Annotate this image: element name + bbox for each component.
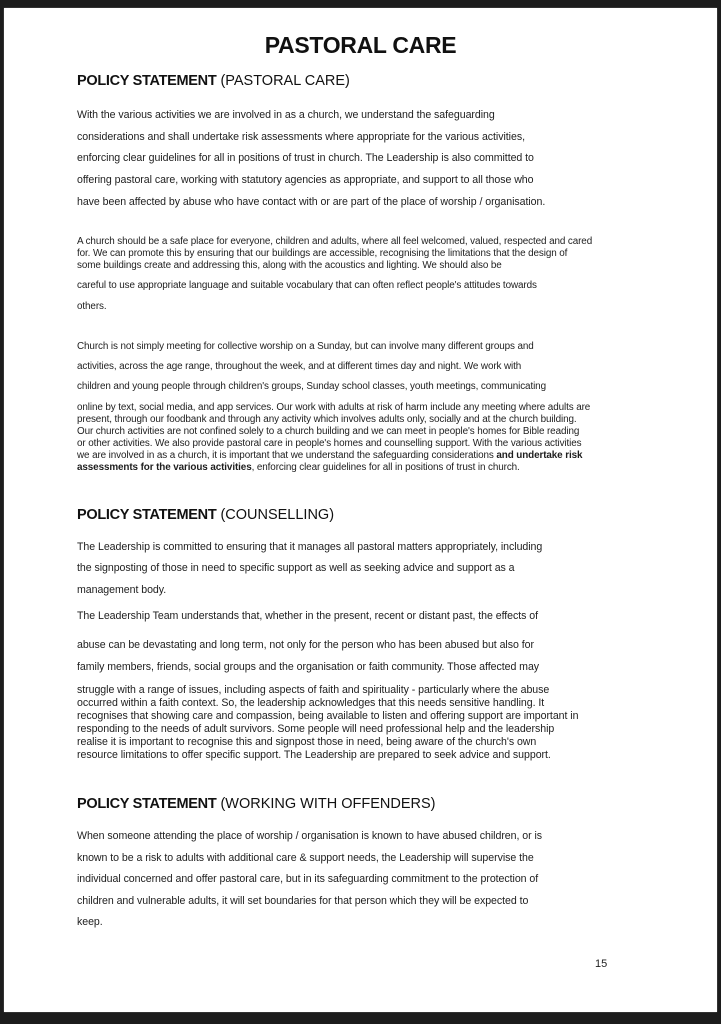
mixed-line: we are involved in as a church, it is important that we understand the safeguarding considerations and undertake risk xyxy=(77,450,583,461)
page-title: PASTORAL CARE xyxy=(264,32,457,58)
section-heading-counselling: POLICY STATEMENT (COUNSELLING) xyxy=(77,507,335,523)
section-heading-working-with-offenders: POLICY STATEMENT (WORKING WITH OFFENDERS) xyxy=(77,796,436,812)
document-page: PASTORAL CARE POLICY STATEMENT (PASTORAL CARE) With the various activities we are involved in as a church, we understand the safeguarding considerations and shall undertake risk assessments where appropriate for the various activities, enforcing clear guidelines for all in positions of trust in church. The Leadership is also committed to offering pastoral care, working with statutory agencies as appropriate, and support to all those who have been affected by abuse who have contact with or are part of the place of worship / organisation. A church should be a safe place for everyone, children and adults, where all feel welcomed, valued, respected and cared for. We can promote this by ensuring that our buildings are accessible, recognising the limitations that the design of some buildings create and addressing this, along with the acoustics and lighting. We should also be careful to use appropriate language and suitable vocabulary that can often reflect people's attitudes towards others. Church is not simply meeting for collective worship on a Sunday, but can involve many different groups and activities, across the age range, throughout the week, and at different times day and night. We work with children and young people through children's groups, Sunday school classes, youth meetings, communicating online by text, social media, and app services. Our work with adults at risk of harm include any meeting where adults are present, through our foodbank and through any activity which involves adults only, socially and at the church building. Our church activities are not confined solely to a church building and we can meet in people's homes for Bible reading or other activities. We also provide pastoral care in people's homes and counselling support. With the various activities we are involved in as a church, it is important that we understand the safeguarding considerations and undertake risk assessments for the various activities, enforcing clear guidelines for all in positions of trust in church. POLICY STATEMENT (COUNSELLING) The Leadership is committed to ensuring that it manages all pastoral matters appropriately, including the signposting of those in need to specific support as well as seeking advice and support as a management body. The Leadership Team understands that, whether in the present, recent or distant past, the effects of abuse can be devastating and long term, not only for the person who has been abused but also for family members, friends, social groups and the organisation or faith community. Those affected may struggle with a range of issues, including aspects of faith and spirituality - particularly where the abuse occurred within a faith context. So, the leadership acknowledges that this needs sensitive handling. It recognises that showing care and compassion, being available to listen and offering support are important in responding to the needs of adult survivors. Some people will need professional help and the leadership realise it is important to recognise this and signpost those in need, being aware of the church's own resource limitations to offer specific support. The Leadership are prepared to seek advice and support. POLICY STATEMENT (WORKING WITH OFFENDERS) When someone attending the place of worship / organisation is known to have abused children, or is known to be a risk to adults with additional care & support needs, the Leadership will supervise the individual concerned and offer pastoral care, but in its safeguarding commitment to the protection of children and vulnerable adults, it will set boundaries for that person which they will be expected to keep. 15 xyxy=(4,8,717,1012)
page-number: 15 xyxy=(595,958,608,970)
mixed-line: assessments for the various activities, enforcing clear guidelines for all in positions of trust in church. xyxy=(77,462,520,473)
section-heading-pastoral-care: POLICY STATEMENT (PASTORAL CARE) xyxy=(77,73,350,89)
